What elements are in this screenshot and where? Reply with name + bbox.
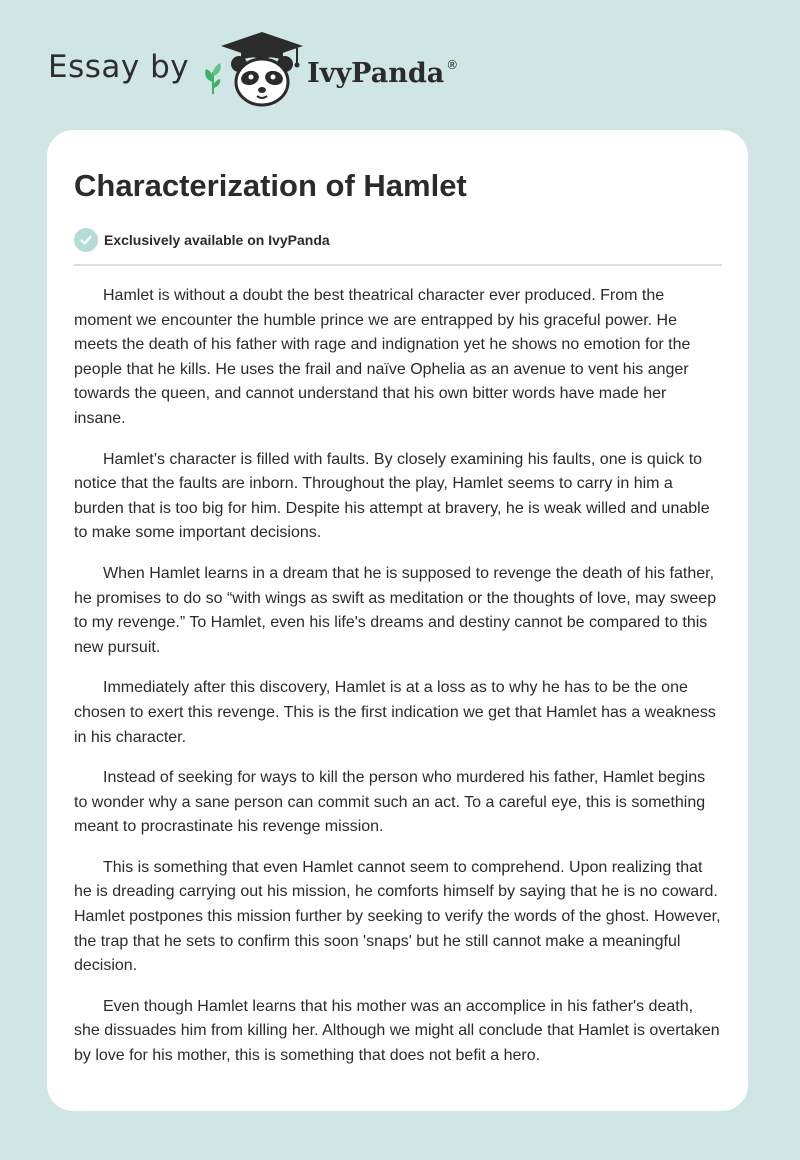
essay-paragraph: Hamlet’s character is filled with faults. By closely examining his faults, one is quick to notice that the faults are inborn. Throughout the play, Hamlet seems to carry in him a burden that is too big for him. Despite his attempt at bravery, he is weak willed and unable to make some important decisions. xyxy=(74,450,710,542)
panda-graduation-cap-icon xyxy=(219,30,305,110)
essay-body xyxy=(74,284,722,1069)
exclusive-badge-text: Exclusively available on IvyPanda xyxy=(104,232,330,248)
divider xyxy=(74,264,722,266)
essay-paragraph: Instead of seeking for ways to kill the person who murdered his father, Hamlet begins to wonder why a sane person can commit such an act. To a careful eye, this is something meant to procrastinate his revenge mission. xyxy=(74,769,706,836)
essay-paragraph: When Hamlet learns in a dream that he is supposed to revenge the death of his father, he promises to do so “with wings as swift as meditation or the thoughts of love, may sweep to my revenge.” To Hamlet, even his life's dreams and destiny cannot be compared to this new pursuit. xyxy=(74,564,717,656)
brand-prefix: Essay by xyxy=(48,49,190,85)
essay-paragraph: Hamlet is without a doubt the best theatrical character ever produced. From the moment we encounter the humble prince we are entrapped by his graceful power. He meets the death of his father with rage and indignation yet he shows no emotion for the people that he kills. He uses the frail and naïve Ophelia as an avenue to vent his anger towards the queen, and cannot understand that his own bitter words have made her insane. xyxy=(74,287,691,427)
essay-paragraph: Even though Hamlet learns that his mother was an accomplice in his father's death, she dissuades him from killing her. Although we might all conclude that Hamlet is overtaken by love for his mother, this is something that does not befit a hero. xyxy=(74,997,720,1065)
brand-logo[interactable] xyxy=(48,28,458,112)
brand-name: IvyPanda xyxy=(307,57,445,89)
exclusive-badge xyxy=(74,226,722,254)
checkmark-icon xyxy=(74,228,98,252)
registered-mark: ® xyxy=(446,58,459,72)
essay-paragraph: Immediately after this discovery, Hamlet is at a loss as to why he has to be the one chosen to exert this revenge. This is the first indication we get that Hamlet has a weakness in his character. xyxy=(74,679,716,746)
essay-paragraph: This is something that even Hamlet cannot seem to comprehend. Upon realizing that he is dreading carrying out his mission, he comforts himself by saying that he is no coward. Hamlet postpones this mission further by seeking to verify the words of the ghost. However, the trap that he sets to confirm this soon 'snaps' but he still cannot make a meaningful decision. xyxy=(74,858,721,975)
essay-card xyxy=(47,130,748,1111)
page-title: Characterization of Hamlet xyxy=(74,168,467,203)
